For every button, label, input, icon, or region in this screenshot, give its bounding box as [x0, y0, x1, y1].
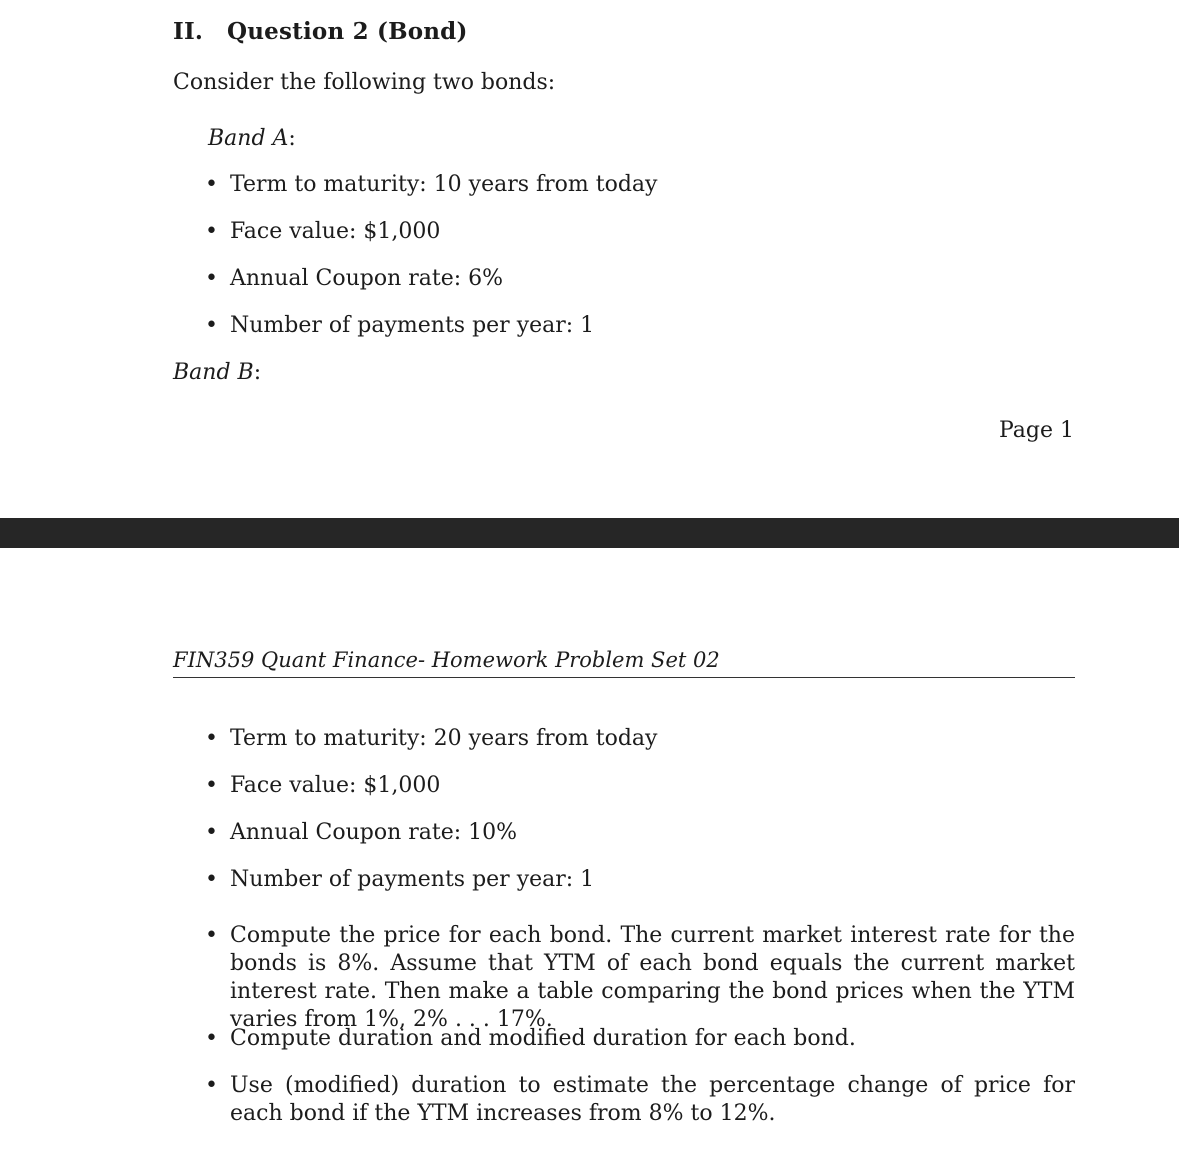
page-number: Page 1 — [998, 418, 1074, 443]
bullet-icon: • — [205, 1026, 218, 1051]
running-header: FIN359 Quant Finance- Homework Problem Set 02 — [173, 648, 720, 672]
bullet-icon: • — [205, 219, 218, 244]
bond-b-item — [205, 773, 440, 798]
task-item — [205, 1025, 1075, 1053]
section-heading — [173, 18, 468, 45]
task-text: Compute duration and modified duration for each bond. — [230, 1026, 856, 1051]
bullet-icon: • — [205, 923, 218, 948]
section-title: Question 2 (Bond) — [227, 18, 468, 45]
bond-b-item-text: Face value: $1,000 — [230, 773, 441, 798]
bullet-icon: • — [205, 726, 218, 751]
bond-b-item-text: Term to maturity: 20 years from today — [230, 726, 658, 751]
bond-a-label-colon: : — [288, 126, 296, 151]
bond-b-item — [205, 726, 657, 751]
intro-text: Consider the following two bonds: — [173, 70, 556, 95]
bond-a-item — [205, 313, 594, 338]
bond-a-label — [208, 126, 296, 151]
bond-a-label-text: Band A — [208, 126, 289, 151]
page-separator — [0, 518, 1179, 548]
bond-a-item — [205, 219, 440, 244]
bullet-icon: • — [205, 313, 218, 338]
bond-a-item — [205, 172, 657, 197]
bond-b-item — [205, 820, 517, 845]
bond-b-label-colon: : — [253, 360, 262, 385]
bond-a-item-text: Number of payments per year: 1 — [230, 313, 595, 338]
header-rule — [173, 677, 1075, 678]
task-text: Compute the price for each bond. The current market interest rate for the bonds is 8%. Assume that YTM of each bond equals the current market interest rate. Then make a table comparing the bond prices when the YTM varies from 1%, 2% . . . 17%. — [230, 923, 1075, 1032]
bond-a-item-text: Face value: $1,000 — [230, 219, 441, 244]
bullet-icon: • — [205, 172, 218, 197]
task-text: Use (modified) duration to estimate the percentage change of price for each bond if the YTM increases from 8% to 12%. — [230, 1073, 1075, 1126]
bond-b-item-text: Number of payments per year: 1 — [230, 867, 595, 892]
bullet-icon: • — [205, 773, 218, 798]
bullet-icon: • — [205, 867, 218, 892]
bond-a-item — [205, 266, 503, 291]
bond-b-label-text: Band B — [173, 360, 254, 385]
bond-a-item-text: Annual Coupon rate: 6% — [230, 266, 504, 291]
bullet-icon: • — [205, 266, 218, 291]
bond-a-item-text: Term to maturity: 10 years from today — [230, 172, 658, 197]
bullet-icon: • — [205, 1073, 218, 1098]
task-item — [205, 1072, 1075, 1128]
bond-b-item — [205, 867, 594, 892]
task-item — [205, 922, 1075, 1034]
section-number: II. — [173, 18, 204, 45]
bullet-icon: • — [205, 820, 218, 845]
bond-b-item-text: Annual Coupon rate: 10% — [230, 820, 518, 845]
bond-b-label — [173, 360, 261, 385]
